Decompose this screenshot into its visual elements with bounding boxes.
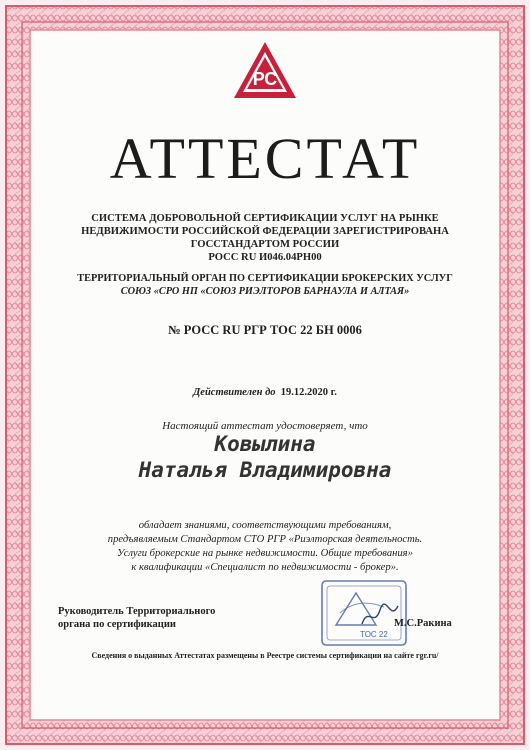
certification-system-info xyxy=(32,212,498,264)
territorial-organization: СОЮЗ «СРО НП «СОЮЗ РИЭЛТОРОВ БАРНАУЛА И АЛТАЯ» xyxy=(120,286,410,297)
rs-logo xyxy=(232,40,298,100)
qualification-line: предъявляемым Стандартом СТО РГР «Риэлторская деятельность. xyxy=(107,534,423,545)
system-line: СИСТЕМА ДОБРОВОЛЬНОЙ СЕРТИФИКАЦИИ УСЛУГ НА РЫНКЕ xyxy=(91,213,439,224)
qualification-text xyxy=(40,519,490,575)
validity xyxy=(32,387,498,398)
territorial-authority xyxy=(32,272,498,298)
holder-surname: Ковылина xyxy=(214,432,316,456)
svg-text:РС: РС xyxy=(252,69,278,89)
signer-name: М.С.Ракина xyxy=(394,618,452,629)
registry-footer: Сведения о выданных Аттестатах размещены в Реестре системы сертификации на сайте rgr.ru/ xyxy=(91,651,439,660)
system-registration-code: РОСС RU И046.04РН00 xyxy=(208,252,322,263)
signature-line: органа по сертификации xyxy=(58,619,176,630)
signature-line: Руководитель Территориального xyxy=(58,606,216,617)
certificate-number: № РОСС RU РГР ТОС 22 БН 0006 xyxy=(168,323,362,337)
page-title: АТТЕСТАТ xyxy=(109,126,421,191)
valid-label: Действителен до xyxy=(193,387,276,398)
qualification-line: к квалификации «Специалист по недвижимости - брокер». xyxy=(131,562,399,573)
signature-title xyxy=(58,605,215,631)
qualification-line: обладает знаниями, соответствующими требованиям, xyxy=(138,520,392,531)
valid-date: 19.12.2020 г. xyxy=(280,387,337,398)
system-line: НЕДВИЖИМОСТИ РОССИЙСКОЙ ФЕДЕРАЦИИ ЗАРЕГИСТРИРОВАНА xyxy=(81,226,449,237)
certifies-line: Настоящий аттестат удостоверяет, что xyxy=(162,420,368,432)
territorial-line: ТЕРРИТОРИАЛЬНЫЙ ОРГАН ПО СЕРТИФИКАЦИИ БРОКЕРСКИХ УСЛУГ xyxy=(77,273,453,284)
qualification-line: Услуги брокерские на рынке недвижимости. Общие требования» xyxy=(117,548,413,559)
svg-text:ТОС 22: ТОС 22 xyxy=(360,630,388,639)
holder-given-names: Наталья Владимировна xyxy=(138,458,392,482)
system-line: ГОССТАНДАРТОМ РОССИИ xyxy=(190,239,340,250)
